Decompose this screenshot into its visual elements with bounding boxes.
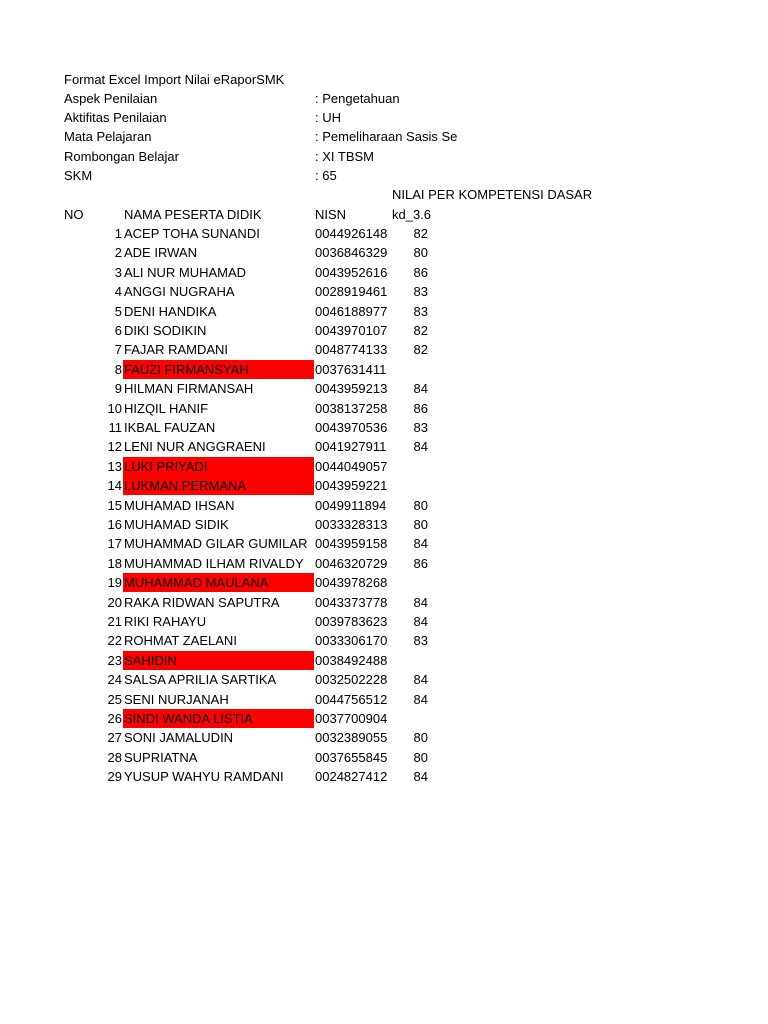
student-nisn: 0041927911: [315, 439, 387, 454]
field-value-aspek: : Pengetahuan: [315, 91, 400, 106]
field-label-mapel: Mata Pelajaran: [64, 129, 152, 144]
kd-score: 86: [413, 265, 428, 280]
kd-score: 84: [413, 769, 428, 784]
student-nisn: 0036846329: [315, 245, 388, 260]
student-nisn: 0048774133: [315, 342, 388, 357]
row-number: 25: [107, 692, 122, 707]
student-name: LUKMAN PERMANA: [123, 476, 314, 495]
student-name: SALSA APRILIA SARTIKA: [124, 672, 277, 687]
student-name: SENI NURJANAH: [124, 692, 229, 707]
kd-score: 80: [413, 498, 428, 513]
student-name: HIZQIL HANIF: [124, 401, 209, 416]
field-value-rombel: : XI TBSM: [315, 149, 374, 164]
student-nisn: 0037700904: [315, 711, 388, 726]
student-name: SINDI WANDA LISTIA: [123, 709, 314, 728]
field-value-mapel: : Pemeliharaan Sasis Se: [315, 129, 458, 144]
student-name: SUPRIATNA: [124, 750, 198, 765]
row-number: 21: [107, 614, 122, 629]
student-name: LUKI PRIYADI: [123, 457, 314, 476]
student-name: DENI HANDIKA: [124, 304, 217, 319]
student-name: MUHAMMAD MAULANA: [123, 573, 314, 592]
student-name: MUHAMAD IHSAN: [124, 498, 235, 513]
student-nisn: 0037655845: [315, 750, 388, 765]
student-name: HILMAN FIRMANSAH: [124, 381, 254, 396]
kd-score: 84: [413, 439, 428, 454]
student-name: FAJAR RAMDANI: [124, 342, 229, 357]
kd-score: 82: [413, 226, 428, 241]
row-number: 16: [107, 517, 122, 532]
kd-score: [392, 573, 428, 592]
student-nisn: 0039783623: [315, 614, 388, 629]
kd-score: 80: [413, 750, 428, 765]
row-number: 19: [107, 575, 122, 590]
row-number: 11: [108, 420, 122, 435]
kd-score: 86: [413, 401, 428, 416]
field-label-aspek: Aspek Penilaian: [64, 91, 158, 106]
kd-score: 83: [413, 633, 428, 648]
field-value-aktifitas: : UH: [315, 110, 341, 125]
col-header-score: kd_3.6: [392, 207, 432, 222]
student-nisn: 0043952616: [315, 265, 388, 280]
student-name: YUSUP WAHYU RAMDANI: [124, 769, 284, 784]
row-number: 1: [114, 226, 122, 241]
student-nisn: 0032389055: [315, 730, 388, 745]
student-nisn: 0043970536: [315, 420, 388, 435]
row-number: 8: [114, 362, 122, 377]
kd-score: 84: [413, 381, 428, 396]
kd-score: 83: [413, 420, 428, 435]
kd-score: 83: [413, 284, 428, 299]
student-nisn: 0028919461: [315, 284, 388, 299]
row-number: 22: [107, 633, 122, 648]
student-nisn: 0043959221: [315, 478, 388, 493]
student-nisn: 0044926148: [315, 226, 388, 241]
student-name: LENI NUR ANGGRAENI: [124, 439, 266, 454]
student-name: MUHAMAD SIDIK: [124, 517, 229, 532]
kd-score: 80: [413, 730, 428, 745]
row-number: 28: [107, 750, 122, 765]
student-name: ACEP TOHA SUNANDI: [124, 226, 260, 241]
student-nisn: 0043959158: [315, 536, 388, 551]
row-number: 5: [114, 304, 122, 319]
student-name: MUHAMMAD GILAR GUMILAR: [124, 536, 308, 551]
kd-score: [392, 709, 428, 728]
kd-group-header: NILAI PER KOMPETENSI DASAR: [392, 187, 593, 202]
kd-score: [392, 360, 428, 379]
field-label-aktifitas: Aktifitas Penilaian: [64, 110, 167, 125]
field-label-rombel: Rombongan Belajar: [64, 149, 179, 164]
row-number: 3: [114, 265, 122, 280]
row-number: 24: [107, 672, 122, 687]
student-name: RAKA RIDWAN SAPUTRA: [124, 595, 280, 610]
kd-score: 82: [413, 342, 428, 357]
kd-score: 80: [413, 517, 428, 532]
student-name: MUHAMMAD ILHAM RIVALDY: [124, 556, 304, 571]
student-name: SONI JAMALUDIN: [124, 730, 234, 745]
student-nisn: 0033328313: [315, 517, 388, 532]
col-header-no: NO: [64, 207, 84, 222]
row-number: 6: [114, 323, 122, 338]
row-number: 7: [114, 342, 122, 357]
col-header-name: NAMA PESERTA DIDIK: [124, 207, 262, 222]
sheet-title: Format Excel Import Nilai eRaporSMK: [64, 72, 285, 87]
student-name: DIKI SODIKIN: [124, 323, 207, 338]
row-number: 27: [107, 730, 122, 745]
student-nisn: 0046320729: [315, 556, 388, 571]
row-number: 10: [107, 401, 122, 416]
row-number: 2: [114, 245, 122, 260]
kd-score: 84: [413, 692, 428, 707]
student-name: SAHIDIN: [123, 651, 314, 670]
row-number: 15: [107, 498, 122, 513]
kd-score: 83: [413, 304, 428, 319]
student-name: ALI NUR MUHAMAD: [124, 265, 247, 280]
student-nisn: 0046188977: [315, 304, 388, 319]
kd-score: 84: [413, 536, 428, 551]
row-number: 13: [107, 459, 122, 474]
student-name: ANGGI NUGRAHA: [124, 284, 235, 299]
row-number: 26: [107, 711, 122, 726]
student-nisn: 0032502228: [315, 672, 388, 687]
student-nisn: 0044756512: [315, 692, 388, 707]
kd-score: [392, 651, 428, 670]
row-number: 29: [107, 769, 122, 784]
row-number: 23: [107, 653, 122, 668]
student-nisn: 0044049057: [315, 459, 388, 474]
student-name: IKBAL FAUZAN: [124, 420, 216, 435]
student-nisn: 0043959213: [315, 381, 388, 396]
kd-score: 80: [413, 245, 428, 260]
kd-score: 84: [413, 614, 428, 629]
student-nisn: 0033306170: [315, 633, 388, 648]
student-nisn: 0038137258: [315, 401, 388, 416]
field-label-skm: SKM: [64, 168, 93, 183]
row-number: 4: [114, 284, 122, 299]
student-nisn: 0038492488: [315, 653, 388, 668]
kd-score: 82: [413, 323, 428, 338]
row-number: 12: [107, 439, 122, 454]
kd-score: [392, 476, 428, 495]
student-nisn: 0043970107: [315, 323, 388, 338]
student-nisn: 0024827412: [315, 769, 388, 784]
student-nisn: 0043978268: [315, 575, 388, 590]
row-number: 9: [114, 381, 122, 396]
row-number: 20: [107, 595, 122, 610]
student-name: RIKI RAHAYU: [124, 614, 207, 629]
student-nisn: 0043373778: [315, 595, 388, 610]
row-number: 18: [107, 556, 122, 571]
student-nisn: 0049911894: [315, 498, 387, 513]
student-name: ROHMAT ZAELANI: [124, 633, 237, 648]
kd-score: 84: [413, 595, 428, 610]
col-header-nisn: NISN: [315, 207, 347, 222]
kd-score: 84: [413, 672, 428, 687]
row-number: 14: [107, 478, 122, 493]
field-value-skm: : 65: [315, 168, 337, 183]
student-nisn: 0037631411: [315, 362, 387, 377]
student-name: ADE IRWAN: [124, 245, 197, 260]
student-name: FAUZI FIRMANSYAH: [123, 360, 314, 379]
kd-score: [392, 457, 428, 476]
row-number: 17: [107, 536, 122, 551]
kd-score: 86: [413, 556, 428, 571]
